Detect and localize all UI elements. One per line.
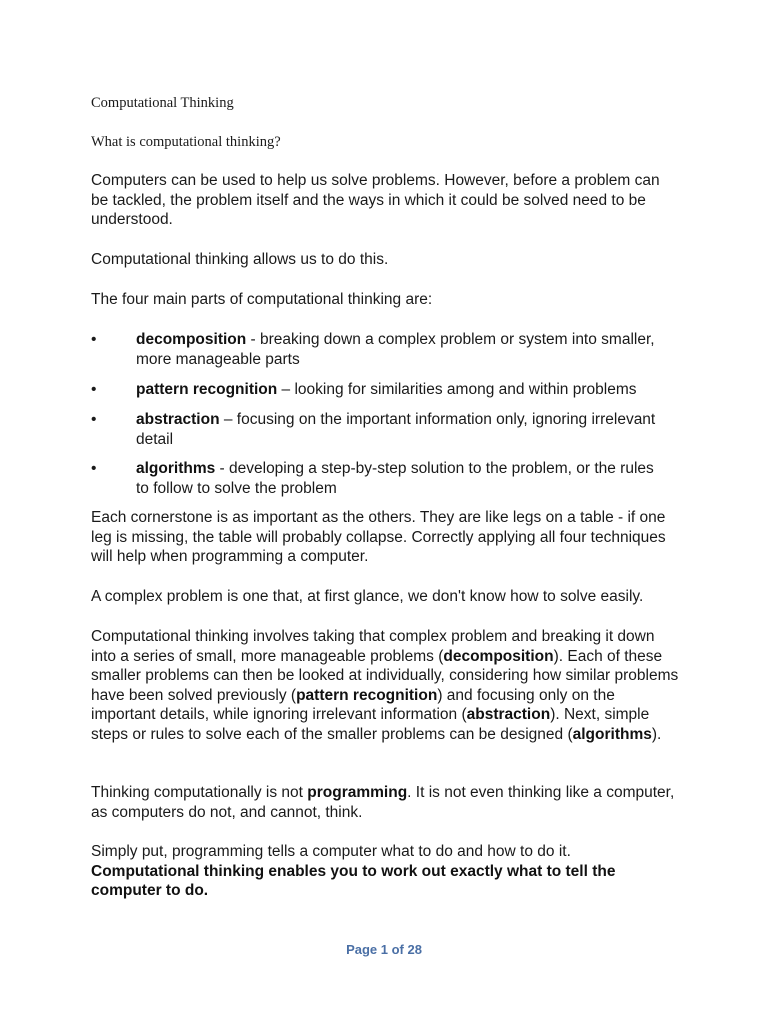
definition-text: - developing a step-by-step solution to the problem, or the rules to follow to solve the problem [136,460,654,497]
paragraph-four-parts: The four main parts of computational thinking are: [91,291,433,308]
bold-conclusion: Computational thinking enables you to work out exactly what to tell the computer to do. [91,862,616,899]
page-number: Page 1 of 28 [346,942,422,957]
bullet-icon: • [91,381,97,398]
paragraph-cornerstone: Each cornerstone is as important as the others. They are like legs on a table - if one leg is missing, the table will probably collapse. Correctly applying all four techniques will help when programming a computer. [91,509,666,565]
text-run: Computational thinking involves taking that complex problem and breaking it down into a series of small, more manageable problems ( [91,628,655,665]
text-run: . It is not even thinking like a computer, as computers do not, and cannot, think. [91,784,675,821]
bold-pattern-recognition: pattern recognition [296,686,438,704]
bold-decomposition: decomposition [443,647,554,665]
term-abstraction: abstraction [136,411,220,428]
definition-text: – looking for similarities among and within problems [277,381,637,398]
bold-programming: programming [307,784,408,801]
text-run: Thinking computationally is not [91,784,308,801]
paragraph-not-programming [91,783,679,822]
term-algorithms: algorithms [136,460,216,477]
bold-algorithms: algorithms [572,725,652,743]
paragraph-intro: Computers can be used to help us solve problems. However, before a problem can be tackled, the problem itself and the ways in which it could be solved need to be understood. [91,172,660,228]
text-run: Simply put, programming tells a computer what to do and how to do it. [91,843,571,860]
definition-text: – focusing on the important information only, ignoring irrelevant detail [136,411,656,448]
paragraph-simply-put [91,842,679,901]
term-pattern-recognition: pattern recognition [136,381,278,398]
text-run: ). [651,725,662,743]
definition-text: - breaking down a complex problem or system into smaller, more manageable parts [136,331,655,368]
paragraph-allows: Computational thinking allows us to do this. [91,251,389,268]
text-run: ). Each of these smaller problems can then be looked at individually, considering how similar problems have been solved previously ( [91,647,679,704]
bullet-icon: • [91,460,97,477]
term-decomposition: decomposition [136,331,247,348]
bullet-icon: • [91,331,97,348]
document-subtitle: What is computational thinking? [91,134,281,150]
bullet-icon: • [91,411,97,428]
bold-abstraction: abstraction [466,706,551,723]
document-title: Computational Thinking [91,95,234,111]
paragraph-complex-problem: A complex problem is one that, at first glance, we don't know how to solve easily. [91,588,644,605]
text-run: ). Next, simple steps or rules to solve each of the smaller problems can be designed ( [91,706,650,743]
paragraph-computational-involves [91,627,679,744]
text-run: ) and focusing only on the important details, while ignoring irrelevant information ( [91,686,615,723]
